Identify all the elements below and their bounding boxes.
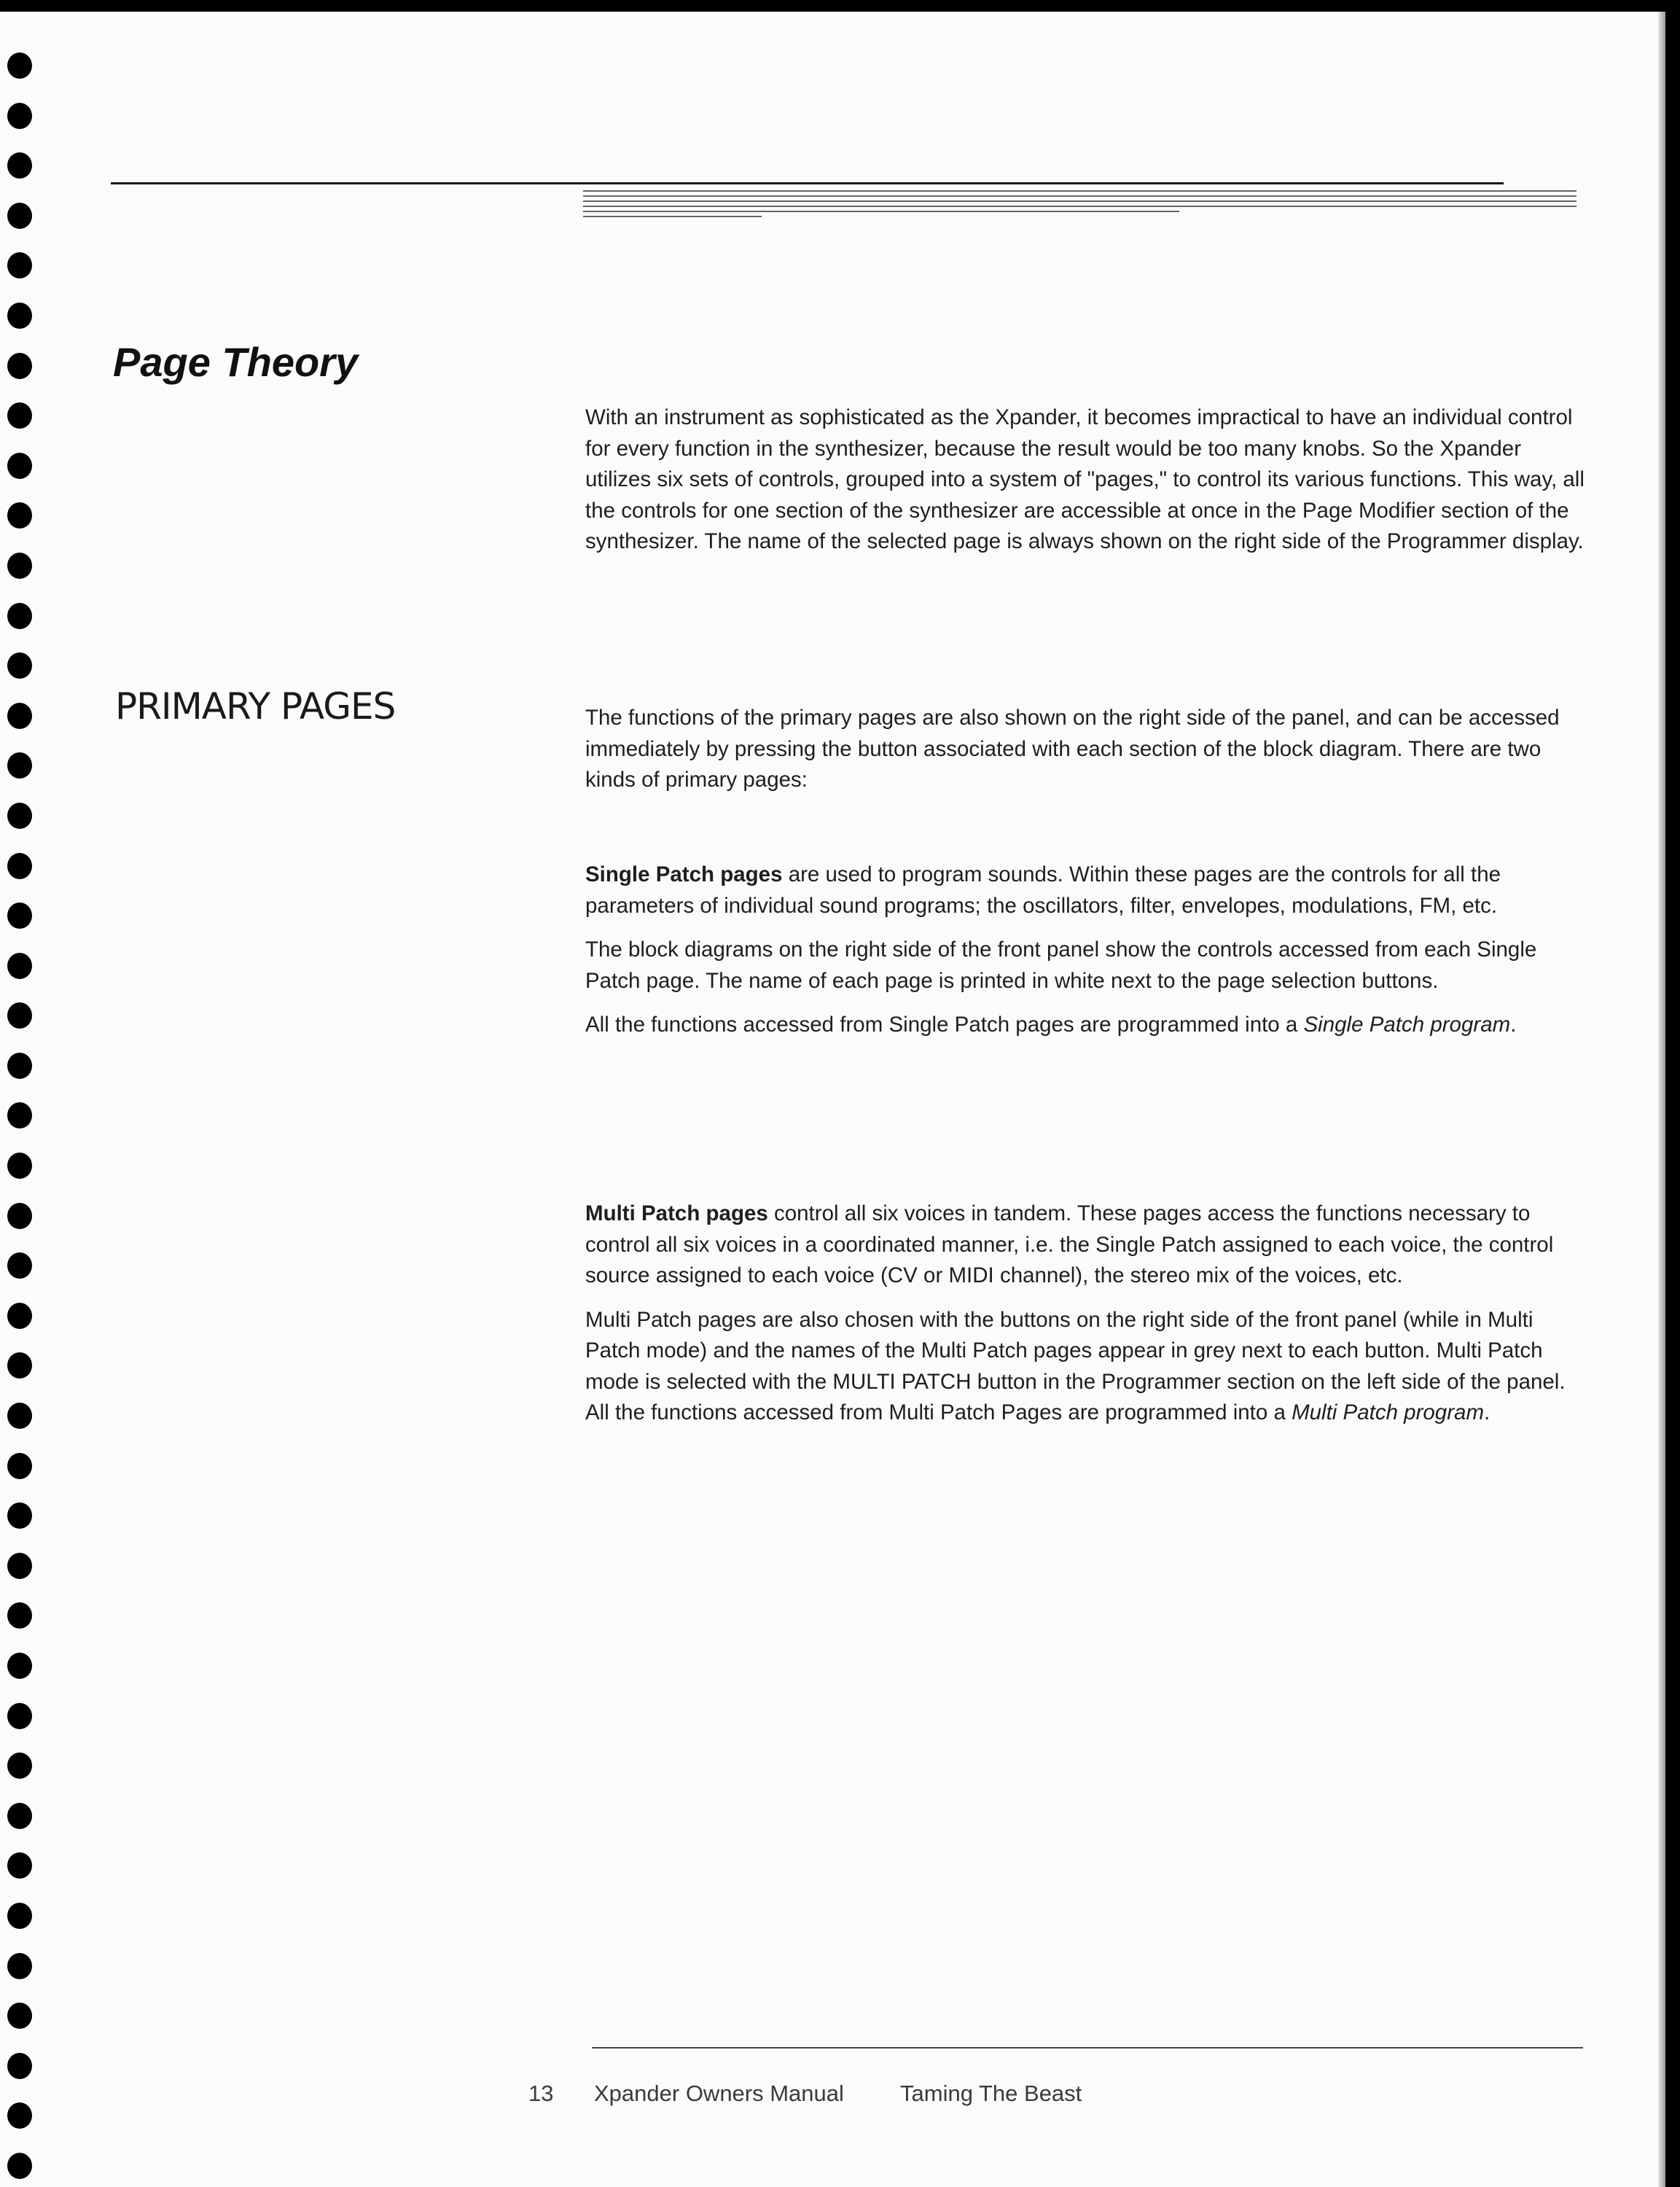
binding-hole bbox=[7, 1453, 32, 1479]
binding-hole bbox=[7, 52, 32, 79]
binding-hole bbox=[7, 2102, 32, 2129]
primary-pages-paragraph: The functions of the primary pages are also shown on the right side of the panel, and can be accessed immediately by pressing the button associated with each section of the block diagram. There are two kinds of primary pages: bbox=[585, 706, 1560, 792]
binding-hole bbox=[7, 2153, 32, 2179]
header-stripe bbox=[583, 190, 1577, 192]
binding-hole bbox=[7, 453, 32, 479]
binding-hole bbox=[7, 1753, 32, 1779]
binding-hole bbox=[7, 1352, 32, 1379]
multi-patch-paragraph-2 bbox=[585, 1305, 1587, 1429]
single-patch-paragraph-3 bbox=[585, 1010, 1587, 1041]
multi-patch-program-term: Multi Patch program bbox=[1292, 1400, 1485, 1424]
binding-hole bbox=[7, 2053, 32, 2079]
binding-hole bbox=[7, 803, 32, 829]
binding-hole bbox=[7, 652, 32, 679]
single-patch-program-term: Single Patch program bbox=[1303, 1013, 1511, 1037]
binding-hole bbox=[7, 1852, 32, 1879]
binding-hole bbox=[7, 402, 32, 429]
multi-patch-block bbox=[585, 1198, 1587, 1442]
header-rule bbox=[111, 182, 1504, 184]
binding-hole bbox=[7, 1403, 32, 1429]
binding-hole bbox=[7, 1303, 32, 1329]
binding-hole bbox=[7, 853, 32, 879]
binding-hole bbox=[7, 752, 32, 779]
footer-rule bbox=[592, 2047, 1583, 2048]
footer-chapter: Taming The Beast bbox=[900, 2081, 1082, 2106]
binding-hole bbox=[7, 1252, 32, 1279]
primary-pages-block bbox=[585, 703, 1587, 809]
single-patch-term: Single Patch pages bbox=[585, 862, 783, 886]
multi-patch-desc: control all six voices in tandem. These pages access the functions necessary to control all six voices in a coordinated manner, i.e. the Single Patch assigned to each voice, the control source assigned to each voice (CV or MIDI channel), the stereo mix of the voices, etc. bbox=[585, 1201, 1554, 1287]
primary-pages-heading: PRIMARY PAGES bbox=[115, 685, 396, 728]
binding-hole bbox=[7, 303, 32, 329]
binding-hole bbox=[7, 1502, 32, 1529]
binding-hole bbox=[7, 1803, 32, 1829]
binding-hole bbox=[7, 1653, 32, 1679]
multi-patch-term: Multi Patch pages bbox=[585, 1201, 768, 1225]
intro-paragraph: With an instrument as sophisticated as the Xpander, it becomes impractical to have an individual control for every function in the synthesizer, because the result would be too many knobs. So the Xpander utilizes six sets of controls, grouped into a system of "pages," to control its various functions. This way, all the controls for one section of the synthesizer are accessible at once in the Page Modifier section of the synthesizer. The name of the selected page is always shown on the right side of the Programmer display. bbox=[585, 405, 1585, 553]
binding-hole bbox=[7, 1102, 32, 1128]
single-patch-p3-end: . bbox=[1510, 1013, 1517, 1037]
single-patch-paragraph bbox=[585, 859, 1587, 921]
binding-hole bbox=[7, 1153, 32, 1179]
section-heading: Page Theory bbox=[113, 339, 359, 385]
header-stripe bbox=[583, 216, 762, 217]
binding-hole bbox=[7, 1953, 32, 1979]
binding-hole bbox=[7, 953, 32, 979]
multi-patch-paragraph bbox=[585, 1198, 1587, 1292]
binding-hole bbox=[7, 1553, 32, 1579]
page-edge bbox=[1658, 12, 1665, 2187]
header-stripe bbox=[583, 200, 1577, 202]
single-patch-p3-text: All the functions accessed from Single Patch pages are programmed into a bbox=[585, 1013, 1304, 1037]
binding-hole bbox=[7, 152, 32, 179]
binding-hole bbox=[7, 252, 32, 278]
binding-hole bbox=[7, 2003, 32, 2029]
intro-block bbox=[585, 402, 1587, 571]
binding-hole bbox=[7, 502, 32, 529]
binding-hole bbox=[7, 1053, 32, 1079]
single-patch-paragraph-2: The block diagrams on the right side of the front panel show the controls accessed from each Single Patch page. The name of each page is printed in white next to the page selection buttons. bbox=[585, 937, 1537, 993]
header-stripe bbox=[583, 206, 1577, 207]
binding-hole bbox=[7, 1703, 32, 1729]
binding-hole bbox=[7, 1002, 32, 1029]
binding-hole bbox=[7, 353, 32, 379]
single-patch-desc: are used to program sounds. Within these pages are the controls for all the parameters of individual sound programs; the oscillators, filter, envelopes, modulations, FM, etc. bbox=[585, 862, 1501, 918]
binding-hole bbox=[7, 1602, 32, 1629]
binding-hole bbox=[7, 603, 32, 629]
binding-holes bbox=[7, 52, 34, 2187]
footer-title: Xpander Owners Manual bbox=[594, 2081, 844, 2106]
binding-hole bbox=[7, 553, 32, 579]
binding-hole bbox=[7, 703, 32, 729]
header-stripe bbox=[583, 211, 1179, 212]
multi-patch-p2-text: Multi Patch pages are also chosen with the buttons on the right side of the front panel (while in Multi Patch mode) and the names of the Multi Patch pages appear in grey next to each button. Multi Patch mode is selected with the MULTI PATCH button in the Programmer section on the left side of the panel. All the functions accessed from Multi Patch Pages are programmed into a bbox=[585, 1307, 1566, 1424]
single-patch-block bbox=[585, 859, 1587, 1054]
binding-hole bbox=[7, 103, 32, 129]
page-number: 13 bbox=[528, 2081, 554, 2106]
binding-hole bbox=[7, 903, 32, 929]
binding-hole bbox=[7, 1903, 32, 1929]
binding-hole bbox=[7, 203, 32, 229]
manual-page bbox=[0, 12, 1665, 2187]
header-stripes bbox=[583, 190, 1577, 221]
multi-patch-p2-end: . bbox=[1484, 1400, 1490, 1424]
binding-hole bbox=[7, 1203, 32, 1229]
header-stripe bbox=[583, 195, 1577, 197]
